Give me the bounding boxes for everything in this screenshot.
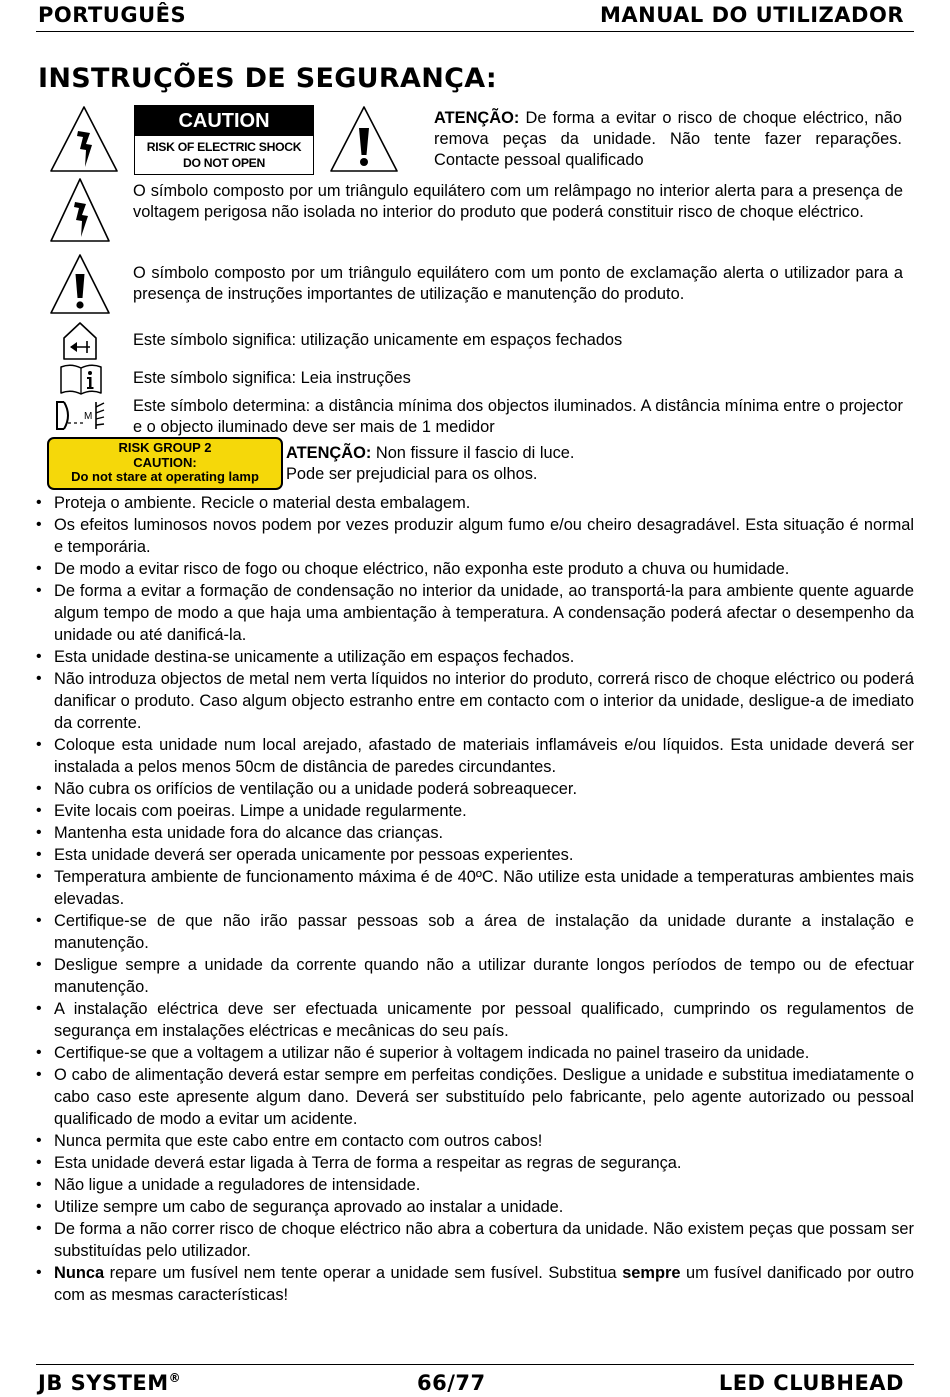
list-item: • Esta unidade destina-se unicamente a utilização em espaços fechados. — [34, 646, 914, 668]
page-number: 66/77 — [417, 1371, 486, 1395]
list-item: • Evite locais com poeiras. Limpe a unidade regularmente. — [34, 800, 914, 822]
list-item-fuse — [34, 1262, 914, 1306]
list-item: • Nunca permita que este cabo entre em contacto com outros cabos! — [34, 1130, 914, 1152]
symbol-description-indoor: Este símbolo significa: utilização unicamente em espaços fechados — [133, 331, 623, 349]
list-item: • Coloque esta unidade num local arejado, afastado de materiais inflamáveis e/ou líquidos. Esta unidade deverá ser instalada a pelos menos 50cm de distância de paredes circundantes. — [34, 734, 914, 778]
symbol-description-lightning: O símbolo composto por um triângulo equilátero com um relâmpago no interior alerta para a presença de voltagem perigosa não isolada no interior do produto que poderá constituir risco de choque eléctrico. — [133, 182, 903, 221]
list-item: • Temperatura ambiente de funcionamento máxima é de 40ºC. Não utilize esta unidade a temperaturas ambientes mais elevadas. — [34, 866, 914, 910]
caution-label — [134, 105, 314, 175]
emphasis-sempre: sempre — [622, 1264, 681, 1282]
list-item: • Não introduza objectos de metal nem verta líquidos no interior do produto, correrá risco de choque eléctrico ou poderá danificar o produto. Caso algum objecto estranho entre em contacto com o interior da unidade, desligue-a de imediato da corrente. — [34, 668, 914, 734]
list-item: • Não ligue a unidade a reguladores de intensidade. — [34, 1174, 914, 1196]
symbol-description-exclamation: O símbolo composto por um triângulo equilátero com um ponto de exclamação alerta o utilizador para a presença de instruções importantes de utilização e manutenção do produto. — [133, 264, 903, 303]
list-item: • De forma a evitar a formação de condensação no interior da unidade, ao transportá-la para ambiente quente aguarde algum tempo de modo a que haja uma ambientação à temperatura. A condensação poderá afectar o desempenho da unidade ou até danificá-la. — [34, 580, 914, 646]
caution-label-title: CAUTION — [135, 106, 313, 136]
list-item: • Esta unidade deverá ser operada unicamente por pessoas experientes. — [34, 844, 914, 866]
safety-instructions-list — [34, 492, 914, 1306]
list-item: • A instalação eléctrica deve ser efectuada unicamente por pessoal qualificado, cumprindo os regulamentos de segurança em instalações eléctricas e mecânicas do seu país. — [34, 998, 914, 1042]
emphasis-nunca: Nunca — [54, 1264, 105, 1282]
light-attention-warning — [286, 443, 706, 485]
list-item: • Não cubra os orifícios de ventilação ou a unidade poderá sobreaquecer. — [34, 778, 914, 800]
light-attention-line2: Pode ser prejudicial para os olhos. — [286, 465, 538, 483]
footer-brand-name: JB SYSTEM — [38, 1371, 169, 1395]
list-item: • Esta unidade deverá estar ligada à Terra de forma a respeitar as regras de segurança. — [34, 1152, 914, 1174]
header-manual-title: MANUAL DO UTILIZADOR — [600, 3, 904, 27]
list-item: • Certifique-se que a voltagem a utilizar não é superior à voltagem indicada no painel traseiro da unidade. — [34, 1042, 914, 1064]
electric-shock-warning-icon — [48, 176, 112, 244]
header-language: PORTUGUÊS — [38, 3, 187, 27]
minimum-distance-icon — [52, 398, 110, 434]
registered-mark: ® — [168, 1371, 182, 1385]
light-attention-line1: Non fissure il fascio di luce. — [371, 444, 575, 462]
list-item: • O cabo de alimentação deverá estar sempre em perfeitas condições. Desligue a unidade e substitua imediatamente o cabo caso este apresente algum dano. Deverá ser substituído pelo fabricante, pelo agente autorizado ou pessoal qualificado de modo a evitar um acidente. — [34, 1064, 914, 1130]
attention-warning — [434, 108, 902, 171]
fuse-text-1: repare um fusível nem tente operar a unidade sem fusível. Substitua — [104, 1264, 623, 1282]
list-item: • Desligue sempre a unidade da corrente quando não a utilizar durante longos períodos de tempo ou de efectuar manutenção. — [34, 954, 914, 998]
attention-label: ATENÇÃO: — [434, 109, 520, 127]
symbol-description-distance: Este símbolo determina: a distância mínima dos objectos iluminados. A distância mínima entre o projector e o objecto iluminado deve ser mais de 1 medidor — [133, 397, 903, 436]
light-attention-label: ATENÇÃO: — [286, 444, 372, 462]
indoor-use-icon — [60, 320, 100, 362]
risk-group-label — [47, 437, 283, 490]
read-instructions-icon — [58, 362, 104, 396]
distance-icon-label: M — [84, 411, 93, 422]
risk-group-line2: CAUTION: — [133, 454, 197, 470]
list-item: • Proteja o ambiente. Recicle o material desta embalagem. — [34, 492, 914, 514]
page-title: INSTRUÇÕES DE SEGURANÇA: — [38, 63, 498, 94]
attention-text: De forma a evitar o risco de choque eléctrico, não remova peças da unidade. Não tente fazer reparações. Contacte pessoal qualificado — [434, 109, 902, 169]
list-item: • De forma a não correr risco de choque eléctrico não abra a cobertura da unidade. Não existem peças que possam ser substituídas pelo utilizador. — [34, 1218, 914, 1262]
caution-label-line2: DO NOT OPEN — [182, 156, 266, 170]
fuse-text-2: um fusível danificado por outro com as mesmas características! — [54, 1264, 914, 1304]
risk-group-line3: Do not stare at operating lamp — [71, 469, 259, 484]
list-item: • De modo a evitar risco de fogo ou choque eléctrico, não exponha este produto a chuva ou humidade. — [34, 558, 914, 580]
exclamation-warning-icon — [328, 104, 400, 174]
list-item: • Utilize sempre um cabo de segurança aprovado ao instalar a unidade. — [34, 1196, 914, 1218]
list-item: • Mantenha esta unidade fora do alcance das crianças. — [34, 822, 914, 844]
exclamation-warning-icon — [48, 252, 112, 316]
footer-rule — [36, 1364, 914, 1365]
electric-shock-warning-icon — [48, 104, 120, 174]
footer-brand — [38, 1371, 181, 1395]
list-item: • Os efeitos luminosos novos podem por vezes produzir algum fumo e/ou cheiro desagradável. Esta situação é normal e temporária. — [34, 514, 914, 558]
caution-label-line1: RISK OF ELECTRIC SHOCK — [146, 140, 302, 154]
symbol-description-instructions: Este símbolo significa: Leia instruções — [133, 369, 411, 387]
list-item: • Certifique-se de que não irão passar pessoas sob a área de instalação da unidade durante a instalação e manutenção. — [34, 910, 914, 954]
footer-product-name: LED CLUBHEAD — [718, 1371, 904, 1395]
header-rule — [36, 31, 914, 32]
risk-group-line1: RISK GROUP 2 — [118, 440, 212, 455]
